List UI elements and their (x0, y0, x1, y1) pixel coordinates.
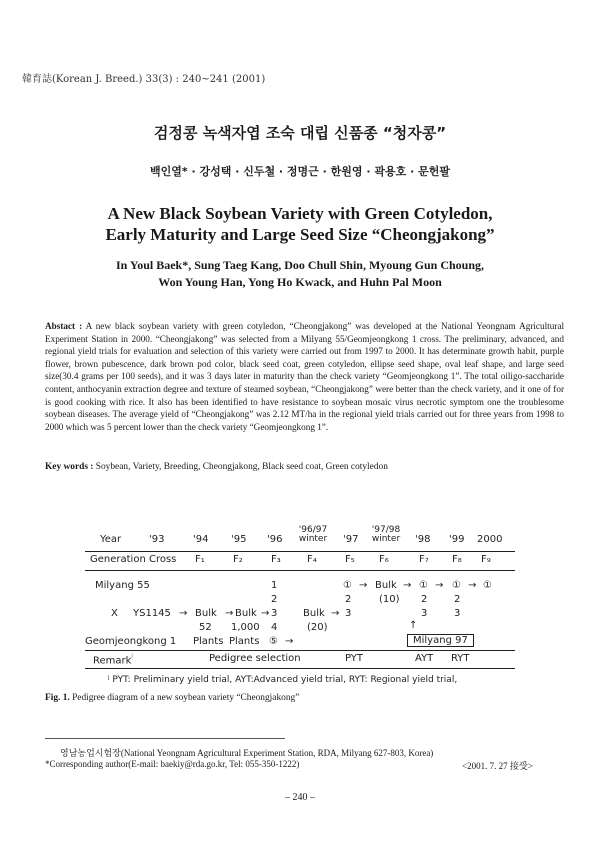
remark-ayt: AYT (415, 653, 434, 664)
f2-count: 1,000 (231, 622, 260, 633)
remark-pyt: PYT (345, 653, 364, 664)
english-authors-line-1: In Youl Baek*, Sung Taeg Kang, Doo Chull Shin, Myoung Gun Choung, (115, 258, 485, 272)
winter-label: winter (298, 534, 328, 544)
keywords (45, 462, 564, 472)
received-date: <2001. 7. 27 接受> (462, 761, 533, 771)
gen-f5: F₅ (345, 554, 355, 565)
abstract (45, 320, 564, 433)
f8-circle-1: ① (452, 580, 461, 591)
f8-line-3: 3 (454, 608, 461, 619)
arrow: → (331, 608, 340, 619)
parent-geomjeongkong-1: Geomjeongkong 1 (85, 636, 177, 647)
gen-f6: F₆ (379, 554, 389, 565)
variety-milyang-97: Milyang 97 (407, 634, 474, 647)
arrow: → (468, 580, 477, 591)
f3-line-2: 2 (271, 594, 278, 605)
gen-f2: F₂ (233, 554, 243, 565)
year-95: '95 (231, 534, 247, 545)
year-2000: 2000 (477, 534, 503, 545)
f3-line-1: 1 (271, 580, 278, 591)
remark-label (93, 653, 133, 666)
generation-label: Generation Cross (90, 554, 177, 565)
remark-text: Remark (93, 655, 132, 667)
divider (85, 570, 515, 571)
arrow: → (435, 580, 444, 591)
keywords-text: Soybean, Variety, Breeding, Cheongjakong, Black seed coat, Green cotyledon (95, 462, 388, 472)
f1-count: 52 (199, 622, 212, 633)
keywords-label: Key words : (45, 462, 94, 472)
parent-ys1145: YS1145 (133, 608, 171, 619)
plants-f1: Plants (193, 636, 224, 647)
year-97-98-winter (368, 526, 404, 544)
gen-f9: F₉ (481, 554, 491, 565)
gen-f1: F₁ (195, 554, 205, 565)
f4-count: (20) (307, 622, 328, 633)
pedigree-selection: Pedigree selection (209, 653, 301, 664)
gen-f8: F₈ (452, 554, 462, 565)
page-number: – 240 – (285, 792, 315, 803)
gen-f7: F₇ (419, 554, 429, 565)
english-title-line-1: A New Black Soybean Variety with Green Cotyledon, (107, 204, 493, 223)
year-97-98: '97/98 (371, 525, 401, 535)
year-96-97: '96/97 (298, 525, 328, 535)
f6-count: (10) (379, 594, 400, 605)
corresponding-author: *Corresponding author(E-mail: baekiy@rda.go.kr, Tel: 055-350-1222) (45, 759, 300, 769)
plants-f2: Plants (229, 636, 260, 647)
english-authors-line-2: Won Young Han, Yong Ho Kwack, and Huhn Pal Moon (158, 275, 442, 289)
f7-circle-1: ① (419, 580, 428, 591)
year-94: '94 (193, 534, 209, 545)
year-96-97-winter (295, 526, 331, 544)
f3-circle-5: ⑤ (269, 636, 278, 647)
arrow: → (403, 580, 412, 591)
f3-line-3: 3 (271, 608, 278, 619)
gen-f3: F₃ (271, 554, 281, 565)
bulk-f6: Bulk (375, 580, 397, 591)
f5-line-3: 3 (345, 608, 352, 619)
figure-label: Fig. 1. (45, 693, 70, 703)
institution-footnote: 영남농업시험장(National Yeongnam Agricultural Experiment Station, RDA, Milyang 627-803, Korea) (60, 748, 434, 758)
f9-circle-1: ① (483, 580, 492, 591)
year-97: '97 (343, 534, 359, 545)
f7-line-2: 2 (421, 594, 428, 605)
english-title-line-2: Early Maturity and Large Seed Size “Cheongjakong” (105, 225, 495, 244)
divider (85, 551, 515, 552)
f3-line-4: 4 (271, 622, 278, 633)
bulk-f1: Bulk (195, 608, 217, 619)
year-99: '99 (449, 534, 465, 545)
pedigree-diagram (85, 522, 515, 672)
abstract-label: Abstact : (45, 321, 83, 331)
gen-f4: F₄ (307, 554, 317, 565)
arrow: → (225, 608, 234, 619)
korean-title: 검정콩 녹색자엽 조숙 대립 신품종 “청자콩” (153, 124, 447, 142)
cross-x: X (111, 608, 118, 619)
english-authors (0, 257, 600, 291)
figure-caption (45, 693, 299, 703)
up-arrow: ↑ (409, 620, 418, 631)
arrow: → (285, 636, 294, 647)
year-93: '93 (149, 534, 165, 545)
parent-milyang-55: Milyang 55 (95, 580, 150, 591)
english-title (0, 203, 600, 245)
year-98: '98 (415, 534, 431, 545)
bulk-f2: Bulk (235, 608, 257, 619)
divider (85, 650, 515, 651)
bulk-f4: Bulk (303, 608, 325, 619)
korean-authors: 백인열* · 강성택 · 신두철 · 정명근 · 한원영 · 곽용호 · 문헌팔 (150, 165, 450, 178)
winter-label: winter (371, 534, 401, 544)
f5-circle-1: ① (343, 580, 352, 591)
year-label: Year (100, 534, 122, 545)
trial-footnote: ʲ PYT: Preliminary yield trial, AYT:Advanced yield trial, RYT: Regional yield trial, (108, 675, 458, 685)
abstract-text: A new black soybean variety with green cotyledon, “Cheongjakong” was developed at the National Yeongnam Agricultural Experiment Station in 2000. “Cheongjakong” was selected from a Milyang 55/Geomjeongkong 1 cross. The preliminary, advanced, and regional yield trials for evaluation and selection of this variety were carried out from 1997 to 2000. It has determinate growth habit, purple flower, brown pubescence, dark brown pod color, black seed coat, green cotyledon, ellipse seed shape, oval leaf shape, and large seed size(30.4 grams per 100 seeds), and it was 3 days later in maturity than the check variety “Geomjeongkong 1”. The total oiligo-saccharide content, anthocyanin extraction degree and texture of steamed soybean, “Cheongjakong” were better than the check variety, and it one of for is good cooking with rice. It also has been identified to have resistance to soybean mosaic virus necrotic symptom one the troublesome soybean diseases. The average yield of “Cheongjakong” was 2.12 MT/ha in the regional yield trials carried out for three years from 1998 to 2000 which was 5 percent lower than the check variety “Geomjeongkong 1”. (45, 321, 564, 432)
remark-ryt: RYT (451, 653, 470, 664)
arrow: → (261, 608, 270, 619)
arrow: → (359, 580, 368, 591)
f8-line-2: 2 (454, 594, 461, 605)
arrow: → (179, 608, 188, 619)
footnote-rule (45, 738, 285, 739)
f7-line-3: 3 (421, 608, 428, 619)
year-96: '96 (267, 534, 283, 545)
f5-line-2: 2 (345, 594, 352, 605)
remark-sup: ʲ (131, 653, 133, 661)
figure-caption-text: Pedigree diagram of a new soybean variety “Cheongjakong” (72, 693, 300, 703)
divider (85, 668, 515, 669)
journal-header: 韓育誌(Korean J. Breed.) 33(3) : 240~241 (2001) (22, 74, 266, 85)
